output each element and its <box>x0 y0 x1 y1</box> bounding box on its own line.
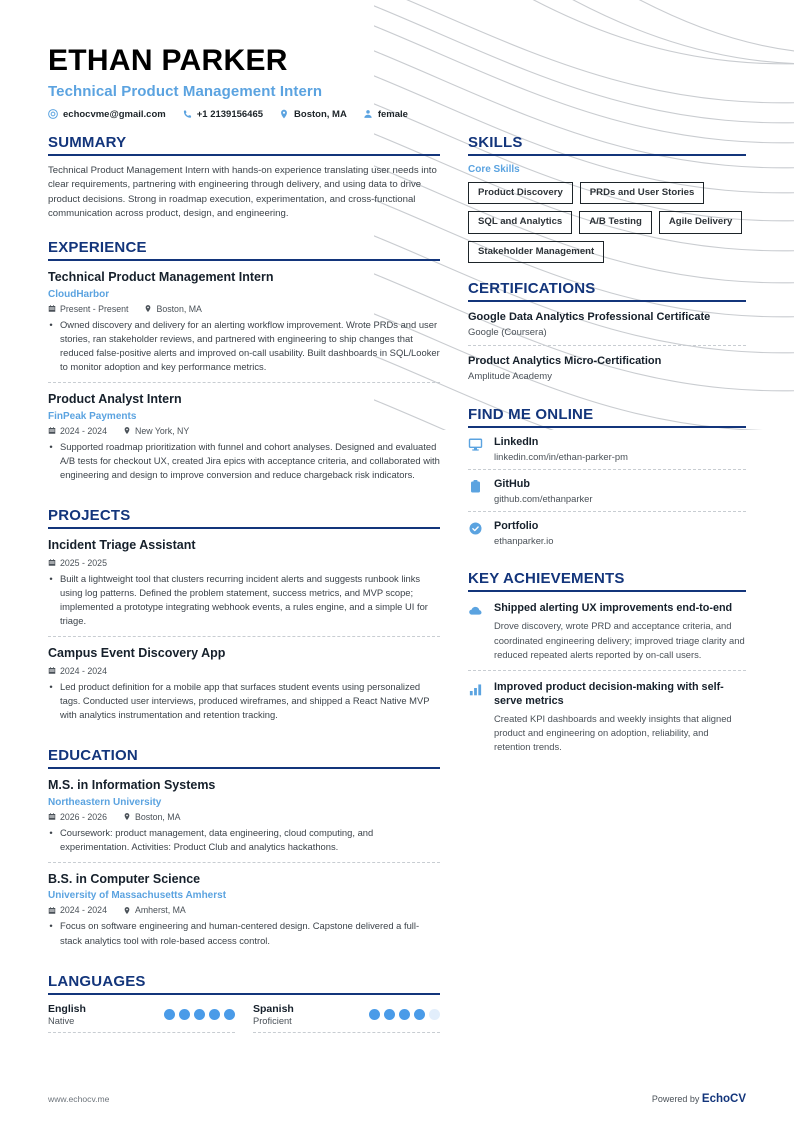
bullet-marker: • <box>49 572 53 584</box>
languages-rule <box>48 993 440 995</box>
certification-title: Product Analytics Micro-Certification <box>468 355 662 368</box>
rating-dot <box>209 1009 220 1020</box>
rating-dot <box>224 1009 235 1020</box>
bullet-item <box>48 919 440 947</box>
page-footer <box>48 1093 746 1105</box>
experience-dates <box>48 426 107 436</box>
footer-site-url: www.echocv.me <box>48 1094 110 1104</box>
projects-heading: PROJECTS <box>48 506 131 524</box>
link-label: LinkedIn <box>494 436 539 449</box>
contact-gender <box>363 109 408 120</box>
experience-dates <box>48 304 128 314</box>
education-school: Northeastern University <box>48 796 162 808</box>
education-location <box>123 905 186 915</box>
project-bullets <box>48 680 440 722</box>
certification-issuer: Amplitude Academy <box>468 371 552 383</box>
skills-subheading: Core Skills <box>468 163 520 175</box>
achievement-title: Shipped alerting UX improvements end-to-end <box>494 602 733 615</box>
skill-chip: A/B Testing <box>579 211 652 234</box>
link-item-linkedin[interactable] <box>468 428 746 470</box>
skill-chip: PRDs and User Stories <box>580 182 705 205</box>
experience-bullets <box>48 440 440 482</box>
language-info <box>48 1003 86 1026</box>
resume-header <box>48 44 746 120</box>
bullet-text: Built a lightweight tool that clusters recurring incident alerts and suggests runbook links using log patterns. Defined the problem statement, success metrics, and MVP scope; implemented a prototype integrating webhook events, a rules engine, and a simple UI for triage. <box>60 572 428 626</box>
contact-email-text: echocvme@gmail.com <box>63 108 166 120</box>
location-pin-icon <box>144 304 152 313</box>
language-name: Spanish <box>253 1002 294 1015</box>
experience-bullets <box>48 318 440 374</box>
clipboard-icon <box>468 479 483 494</box>
monitor-icon <box>468 437 483 452</box>
footer-brand: EchoCV <box>701 1093 746 1105</box>
location-pin-icon <box>123 906 131 915</box>
section-experience <box>48 239 440 490</box>
link-label: GitHub <box>494 478 530 491</box>
experience-dates-text: Present - Present <box>60 303 129 314</box>
project-meta <box>48 558 440 568</box>
check-circle-icon <box>468 521 483 536</box>
contact-location-text: Boston, MA <box>294 108 347 120</box>
education-school: University of Massachusetts Amherst <box>48 890 227 902</box>
achievement-text-block <box>494 680 746 754</box>
calendar-icon <box>48 906 56 915</box>
contact-location <box>279 109 347 120</box>
rating-dot <box>179 1009 190 1020</box>
experience-item <box>48 261 440 383</box>
links-heading: FIND ME ONLINE <box>468 406 594 424</box>
experience-org: FinPeak Payments <box>48 410 137 422</box>
candidate-name: ETHAN PARKER <box>48 44 288 77</box>
experience-dates-text: 2024 - 2024 <box>60 425 107 436</box>
section-projects <box>48 507 440 730</box>
achievement-title: Improved product decision-making with self-serve metrics <box>494 680 724 707</box>
calendar-icon <box>48 304 56 313</box>
rating-dot <box>399 1009 410 1020</box>
achievement-item <box>468 671 746 762</box>
certification-issuer: Google (Coursera) <box>468 327 547 339</box>
left-column <box>48 134 440 1033</box>
bullet-marker: • <box>49 826 53 838</box>
project-title: Campus Event Discovery App <box>48 645 226 660</box>
person-icon <box>363 109 373 119</box>
experience-org: CloudHarbor <box>48 288 110 300</box>
skill-chip: Agile Delivery <box>659 211 742 234</box>
phone-icon <box>182 109 192 119</box>
project-dates-text: 2024 - 2024 <box>60 665 107 676</box>
language-level: Proficient <box>253 1015 292 1026</box>
achievement-item <box>468 592 746 670</box>
rating-dot <box>384 1009 395 1020</box>
bullet-marker: • <box>49 680 53 692</box>
rating-dot <box>194 1009 205 1020</box>
project-dates <box>48 558 107 568</box>
calendar-icon <box>48 426 56 435</box>
link-url: ethanparker.io <box>494 535 554 547</box>
language-rating-dots <box>164 1009 235 1020</box>
achievement-desc: Created KPI dashboards and weekly insights that aligned product and engineering on adoption, reliability, and retention trends. <box>494 712 732 753</box>
summary-text: Technical Product Management Intern with hands-on experience translating user needs into clear requirements, partnering with engineering through delivery, and using data to drive product decisions. Strong in roadmap execution, experimentation, and cross-functional communication across product, design, and engineering. <box>48 164 437 220</box>
link-text-block <box>494 436 628 462</box>
education-dates-text: 2026 - 2026 <box>60 811 107 822</box>
certification-item <box>468 346 746 389</box>
experience-title: Technical Product Management Intern <box>48 269 274 284</box>
section-summary <box>48 134 440 222</box>
bullet-text: Owned discovery and delivery for an alerting workflow improvement. Wrote PRDs and user stories, ran stakeholder reviews, and partnered with engineering to ship changes that reduced false-positive alerts and improved on-call usability. Built dashboards in SQL/Looker to monitor adoption and key performance metrics. <box>60 318 440 372</box>
education-item <box>48 863 440 956</box>
location-icon <box>279 109 289 119</box>
achievements-heading: KEY ACHIEVEMENTS <box>468 570 625 588</box>
language-item <box>48 1003 235 1033</box>
section-skills <box>468 134 746 264</box>
bullet-text: Coursework: product management, data engineering, cloud computing, and experimentation. Activities: Product Club and analytics hackathons. <box>60 826 374 852</box>
contact-gender-text: female <box>377 108 408 120</box>
summary-rule <box>48 154 440 156</box>
achievement-desc: Drove discovery, wrote PRD and acceptance criteria, and coordinated engineering delivery; improved triage clarity and reduced repeated alerts reported by on-call users. <box>494 620 745 660</box>
section-languages <box>48 973 440 1033</box>
bullet-marker: • <box>49 318 53 330</box>
education-dates <box>48 812 107 822</box>
certifications-heading: CERTIFICATIONS <box>468 280 596 298</box>
languages-heading: LANGUAGES <box>48 972 146 990</box>
rating-dot <box>369 1009 380 1020</box>
candidate-role: Technical Product Management Intern <box>48 82 323 100</box>
summary-heading: SUMMARY <box>48 133 127 151</box>
bullet-item <box>48 318 440 374</box>
education-dates-text: 2024 - 2024 <box>60 905 107 916</box>
skill-chip: SQL and Analytics <box>468 211 572 234</box>
bullet-item <box>48 440 440 482</box>
rating-dot <box>414 1009 425 1020</box>
contact-phone-text: +1 2139156465 <box>196 108 264 120</box>
project-item <box>48 529 440 637</box>
skill-chip: Stakeholder Management <box>468 241 604 264</box>
bullet-marker: • <box>49 920 53 932</box>
link-text-block <box>494 520 553 546</box>
bullet-marker: • <box>49 440 53 452</box>
education-degree: M.S. in Information Systems <box>48 777 216 792</box>
project-bullets <box>48 572 440 628</box>
experience-location-text: New York, NY <box>134 425 190 436</box>
calendar-icon <box>48 666 56 675</box>
footer-powered-prefix: Powered by <box>651 1094 702 1104</box>
contact-bar <box>48 109 746 120</box>
link-text-block <box>494 478 593 504</box>
bullet-text: Supported roadmap prioritization with funnel and cohort analyses. Designed and evaluated A/B tests for checkout UX, created Jira epics with acceptance criteria, and collaborated with engineering and design to improve conversion and reduce chargeback risk indicators. <box>60 440 440 480</box>
education-meta <box>48 812 440 822</box>
education-bullets <box>48 826 440 854</box>
contact-phone[interactable] <box>182 109 263 120</box>
experience-meta <box>48 304 440 314</box>
education-degree: B.S. in Computer Science <box>48 871 201 886</box>
project-item <box>48 637 440 730</box>
experience-location <box>144 304 201 314</box>
project-title: Incident Triage Assistant <box>48 537 196 552</box>
education-location <box>123 812 180 822</box>
bullet-text: Led product definition for a mobile app that surfaces student events using personalized tags. Conducted user interviews, produced wireframes, and shipped a React Native MVP with analytics instrumentation and retention tracking. <box>60 680 430 720</box>
education-dates <box>48 905 107 915</box>
education-bullets <box>48 919 440 947</box>
language-rating-dots <box>369 1009 440 1020</box>
skill-chip: Product Discovery <box>468 182 573 205</box>
right-column <box>468 134 746 763</box>
experience-meta <box>48 426 440 436</box>
education-location-text: Amherst, MA <box>134 905 186 916</box>
achievement-text-block <box>494 601 746 661</box>
language-name: English <box>48 1002 86 1015</box>
project-dates <box>48 666 107 676</box>
experience-title: Product Analyst Intern <box>48 391 182 406</box>
bullet-text: Focus on software engineering and human-centered design. Capstone delivered a full-stack analytics tool with role-based access control. <box>60 920 420 946</box>
section-education <box>48 747 440 956</box>
education-location-text: Boston, MA <box>134 811 181 822</box>
education-heading: EDUCATION <box>48 746 138 764</box>
footer-powered-by <box>652 1093 746 1105</box>
education-meta <box>48 905 440 915</box>
rating-dot <box>164 1009 175 1020</box>
cloud-icon <box>468 603 483 618</box>
section-find-me-online <box>468 406 746 553</box>
link-item-portfolio[interactable] <box>468 512 746 553</box>
experience-location <box>123 426 189 436</box>
language-info <box>253 1003 294 1026</box>
email-icon <box>48 109 58 119</box>
bullet-item <box>48 680 440 722</box>
calendar-icon <box>48 812 56 821</box>
education-item <box>48 769 440 863</box>
language-item <box>253 1003 440 1033</box>
bar-chart-icon <box>468 682 483 697</box>
section-certifications <box>468 280 746 389</box>
link-label: Portfolio <box>494 520 539 533</box>
location-pin-icon <box>123 426 131 435</box>
experience-item <box>48 383 440 490</box>
languages-list <box>48 1003 440 1033</box>
bullet-item <box>48 826 440 854</box>
link-item-github[interactable] <box>468 470 746 512</box>
location-pin-icon <box>123 812 131 821</box>
link-url: linkedin.com/in/ethan-parker-pm <box>494 451 628 463</box>
certification-item <box>468 302 746 346</box>
skills-chip-list <box>468 182 746 264</box>
certification-title: Google Data Analytics Professional Certificate <box>468 311 711 324</box>
link-url: github.com/ethanparker <box>494 493 593 505</box>
experience-location-text: Boston, MA <box>156 303 202 314</box>
experience-heading: EXPERIENCE <box>48 238 147 256</box>
project-dates-text: 2025 - 2025 <box>60 557 107 568</box>
section-key-achievements <box>468 570 746 762</box>
rating-dot <box>429 1009 440 1020</box>
calendar-icon <box>48 558 56 567</box>
skills-rule <box>468 154 746 156</box>
contact-email[interactable] <box>48 109 166 120</box>
project-meta <box>48 666 440 676</box>
bullet-item <box>48 572 440 628</box>
skills-heading: SKILLS <box>468 133 523 151</box>
language-level: Native <box>48 1015 75 1026</box>
